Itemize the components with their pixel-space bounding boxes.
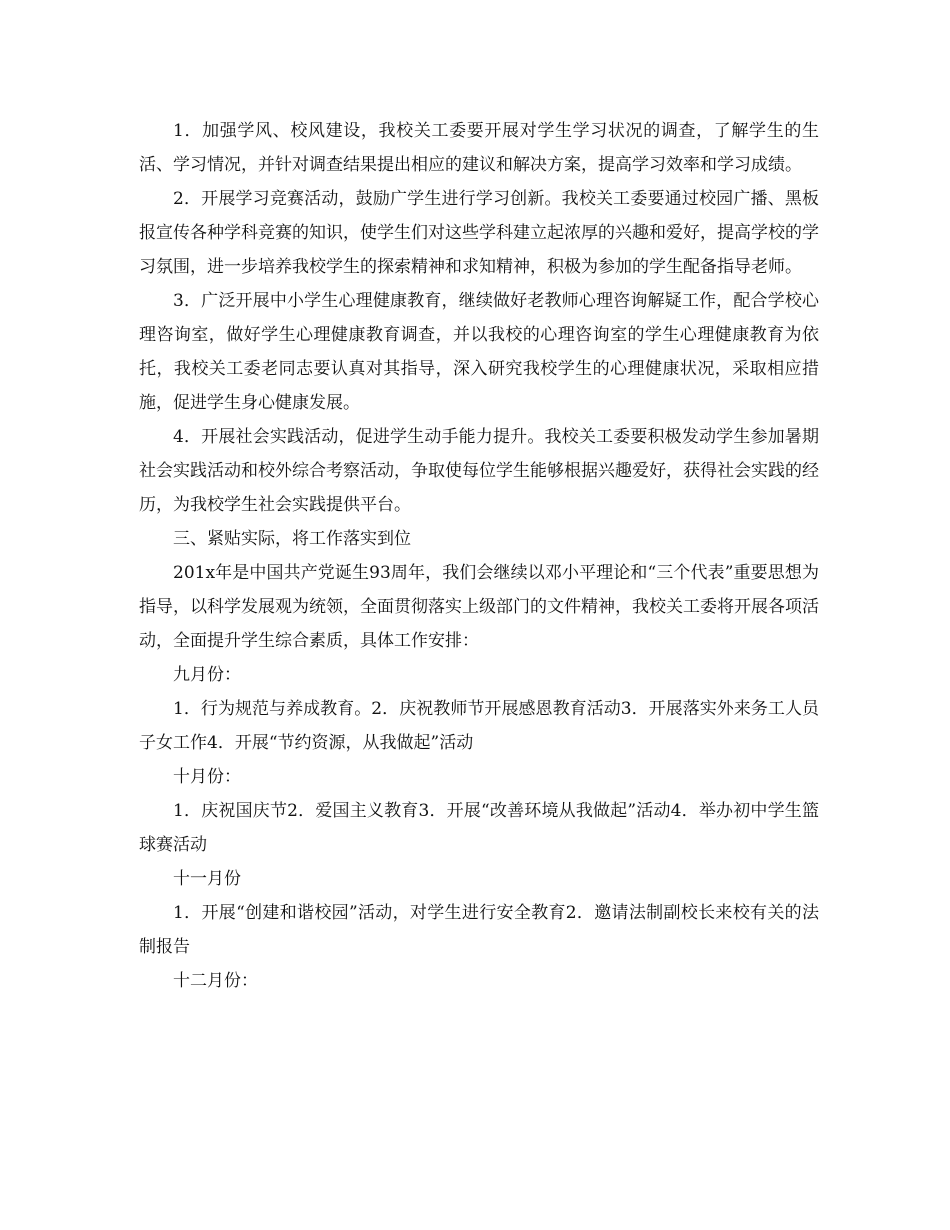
- document-body: [139, 114, 819, 998]
- month-heading-october: 十月份：: [173, 767, 241, 787]
- paragraph-november-plan: 1．开展“创建和谐校园”活动，对学生进行安全教育2．邀请法制副校长来校有关的法制报告: [139, 903, 819, 957]
- month-heading-november: 十一月份: [173, 869, 241, 889]
- paragraph-october-plan: 1．庆祝国庆节2．爱国主义教育3．开展“改善环境从我做起”活动4．举办初中学生篮球赛活动: [139, 801, 819, 855]
- month-heading-december: 十二月份：: [173, 971, 258, 991]
- paragraph-year-overview: 201x年是中国共产党诞生93周年，我们会继续以邓小平理论和“三个代表”重要思想为指导，以科学发展观为统领，全面贯彻落实上级部门的文件精神，我校关工委将开展各项活动，全面提升学生综合素质，具体工作安排：: [139, 563, 819, 651]
- paragraph-mental-health: 3．广泛开展中小学生心理健康教育，继续做好老教师心理咨询解疑工作，配合学校心理咨询室，做好学生心理健康教育调查，并以我校的心理咨询室的学生心理健康教育为依托，我校关工委老同志要认真对其指导，深入研究我校学生的心理健康状况，采取相应措施，促进学生身心健康发展。: [139, 291, 819, 413]
- paragraph-september-plan: 1．行为规范与养成教育。2．庆祝教师节开展感恩教育活动3．开展落实外来务工人员子女工作4．开展“节约资源，从我做起”活动: [139, 699, 819, 753]
- paragraph-study-style: 1．加强学风、校风建设，我校关工委要开展对学生学习状况的调查，了解学生的生活、学习情况，并针对调查结果提出相应的建议和解决方案，提高学习效率和学习成绩。: [139, 121, 819, 175]
- section-heading-implementation: 三、紧贴实际，将工作落实到位: [173, 529, 411, 549]
- month-heading-september: 九月份：: [173, 665, 241, 685]
- paragraph-social-practice: 4．开展社会实践活动，促进学生动手能力提升。我校关工委要积极发动学生参加暑期社会实践活动和校外综合考察活动，争取使每位学生能够根据兴趣爱好，获得社会实践的经历，为我校学生社会实践提供平台。: [139, 427, 819, 515]
- paragraph-study-competition: 2．开展学习竞赛活动，鼓励广学生进行学习创新。我校关工委要通过校园广播、黑板报宣传各种学科竞赛的知识，使学生们对这些学科建立起浓厚的兴趣和爱好，提高学校的学习氛围，进一步培养我校学生的探索精神和求知精神，积极为参加的学生配备指导老师。: [139, 189, 819, 277]
